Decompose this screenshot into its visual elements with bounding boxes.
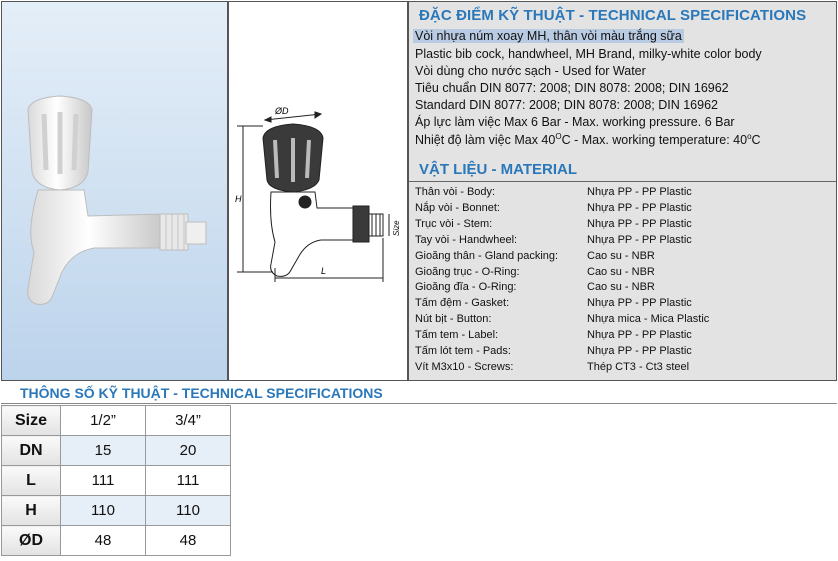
dimension-drawing bbox=[229, 2, 407, 380]
tech-cell-label: H bbox=[2, 496, 61, 526]
spec-line-7-part-b: C - Max. working temperature: 40 bbox=[561, 133, 748, 148]
spec-line-7-part-a: Nhiệt độ làm việc Max 40 bbox=[415, 133, 556, 148]
tech-cell-v2: 111 bbox=[146, 466, 231, 496]
material-part: Gioăng thân - Gland packing: bbox=[415, 249, 559, 262]
tech-table-title: THÔNG SỐ KỸ THUẬT - TECHNICAL SPECIFICATIONS bbox=[20, 385, 383, 401]
spec-line-5: Standard DIN 8077: 2008; DIN 8078: 2008; DIN 16962 bbox=[415, 98, 718, 112]
tech-cell-label: ØD bbox=[2, 526, 61, 556]
material-value: Cao su - NBR bbox=[587, 281, 655, 294]
specifications-panel bbox=[408, 1, 837, 381]
material-part: Nút bịt - Button: bbox=[415, 313, 492, 326]
material-part: Vít M3x10 - Screws: bbox=[415, 360, 514, 373]
specifications-title: ĐẶC ĐIỂM KỸ THUẬT - TECHNICAL SPECIFICATIONS bbox=[419, 7, 807, 24]
spec-line-7-sup-2: o bbox=[747, 132, 752, 141]
material-part: Tấm đệm - Gasket: bbox=[415, 297, 510, 310]
spec-line-3: Vòi dùng cho nước sạch - Used for Water bbox=[415, 64, 646, 78]
material-part: Tay vòi - Handwheel: bbox=[415, 233, 518, 246]
drawing-label-diameter: ØD bbox=[275, 106, 289, 116]
material-value: Nhựa PP - PP Plastic bbox=[587, 329, 692, 342]
material-part: Thân vòi - Body: bbox=[415, 186, 496, 198]
material-value: Nhựa mica - Mica Plastic bbox=[587, 313, 710, 326]
material-divider bbox=[409, 181, 836, 182]
material-value: Nhựa PP - PP Plastic bbox=[587, 186, 692, 198]
tech-cell-v2: 3/4” bbox=[146, 406, 231, 436]
material-value: Nhựa PP - PP Plastic bbox=[587, 345, 692, 357]
material-part: Tấm lót tem - Pads: bbox=[415, 345, 511, 357]
tech-table bbox=[1, 405, 231, 556]
material-part: Nắp vòi - Bonnet: bbox=[415, 201, 500, 214]
material-value: Nhựa PP - PP Plastic bbox=[587, 201, 692, 214]
tech-cell-v2: 48 bbox=[146, 526, 231, 556]
drawing-label-size: Size bbox=[392, 220, 401, 236]
technical-drawing bbox=[228, 1, 408, 381]
material-value: Nhựa PP - PP Plastic bbox=[587, 217, 692, 230]
tech-cell-v1: 15 bbox=[61, 436, 146, 466]
material-part: Gioăng đĩa - O-Ring: bbox=[415, 281, 517, 294]
tech-title-divider bbox=[1, 403, 837, 404]
material-part: Trục vòi - Stem: bbox=[415, 217, 493, 230]
tech-cell-v2: 110 bbox=[146, 496, 231, 526]
spec-line-2: Plastic bib cock, handwheel, MH Brand, milky-white color body bbox=[415, 47, 762, 61]
material-value: Nhựa PP - PP Plastic bbox=[587, 233, 692, 246]
tech-cell-v2: 20 bbox=[146, 436, 231, 466]
spec-line-6: Áp lực làm việc Max 6 Bar - Max. working pressure. 6 Bar bbox=[415, 115, 735, 129]
tech-cell-v1: 110 bbox=[61, 496, 146, 526]
spec-line-7-sup-1: O bbox=[555, 132, 562, 141]
drawing-label-length: L bbox=[321, 266, 327, 276]
tech-table-row bbox=[2, 436, 231, 466]
material-part: Tấm tem - Label: bbox=[415, 329, 499, 342]
tech-table-row bbox=[2, 406, 231, 436]
material-value: Thép CT3 - Ct3 steel bbox=[587, 360, 690, 373]
material-value: Nhựa PP - PP Plastic bbox=[587, 297, 692, 310]
tech-table-row bbox=[2, 466, 231, 496]
drawing-label-height: H bbox=[235, 194, 242, 204]
material-value: Cao su - NBR bbox=[587, 265, 655, 278]
material-part: Gioăng trục - O-Ring: bbox=[415, 265, 520, 278]
tech-cell-v1: 1/2” bbox=[61, 406, 146, 436]
material-title: VẬT LIỆU - MATERIAL bbox=[419, 161, 578, 178]
spec-line-7-part-c: C bbox=[751, 133, 761, 148]
material-value: Cao su - NBR bbox=[587, 249, 655, 262]
tech-cell-v1: 111 bbox=[61, 466, 146, 496]
tech-cell-label: DN bbox=[2, 436, 61, 466]
bib-cock-photo-image bbox=[2, 2, 227, 380]
tech-cell-label: Size bbox=[2, 406, 61, 436]
tech-table-row bbox=[2, 526, 231, 556]
spec-line-4: Tiêu chuẩn DIN 8077: 2008; DIN 8078: 2008; DIN 16962 bbox=[415, 81, 729, 95]
product-photo bbox=[1, 1, 228, 381]
tech-cell-v1: 48 bbox=[61, 526, 146, 556]
tech-cell-label: L bbox=[2, 466, 61, 496]
spec-line-7 bbox=[415, 132, 761, 147]
spec-line-1: Vòi nhựa núm xoay MH, thân vòi màu trắng sữa bbox=[415, 29, 682, 43]
tech-table-row bbox=[2, 496, 231, 526]
